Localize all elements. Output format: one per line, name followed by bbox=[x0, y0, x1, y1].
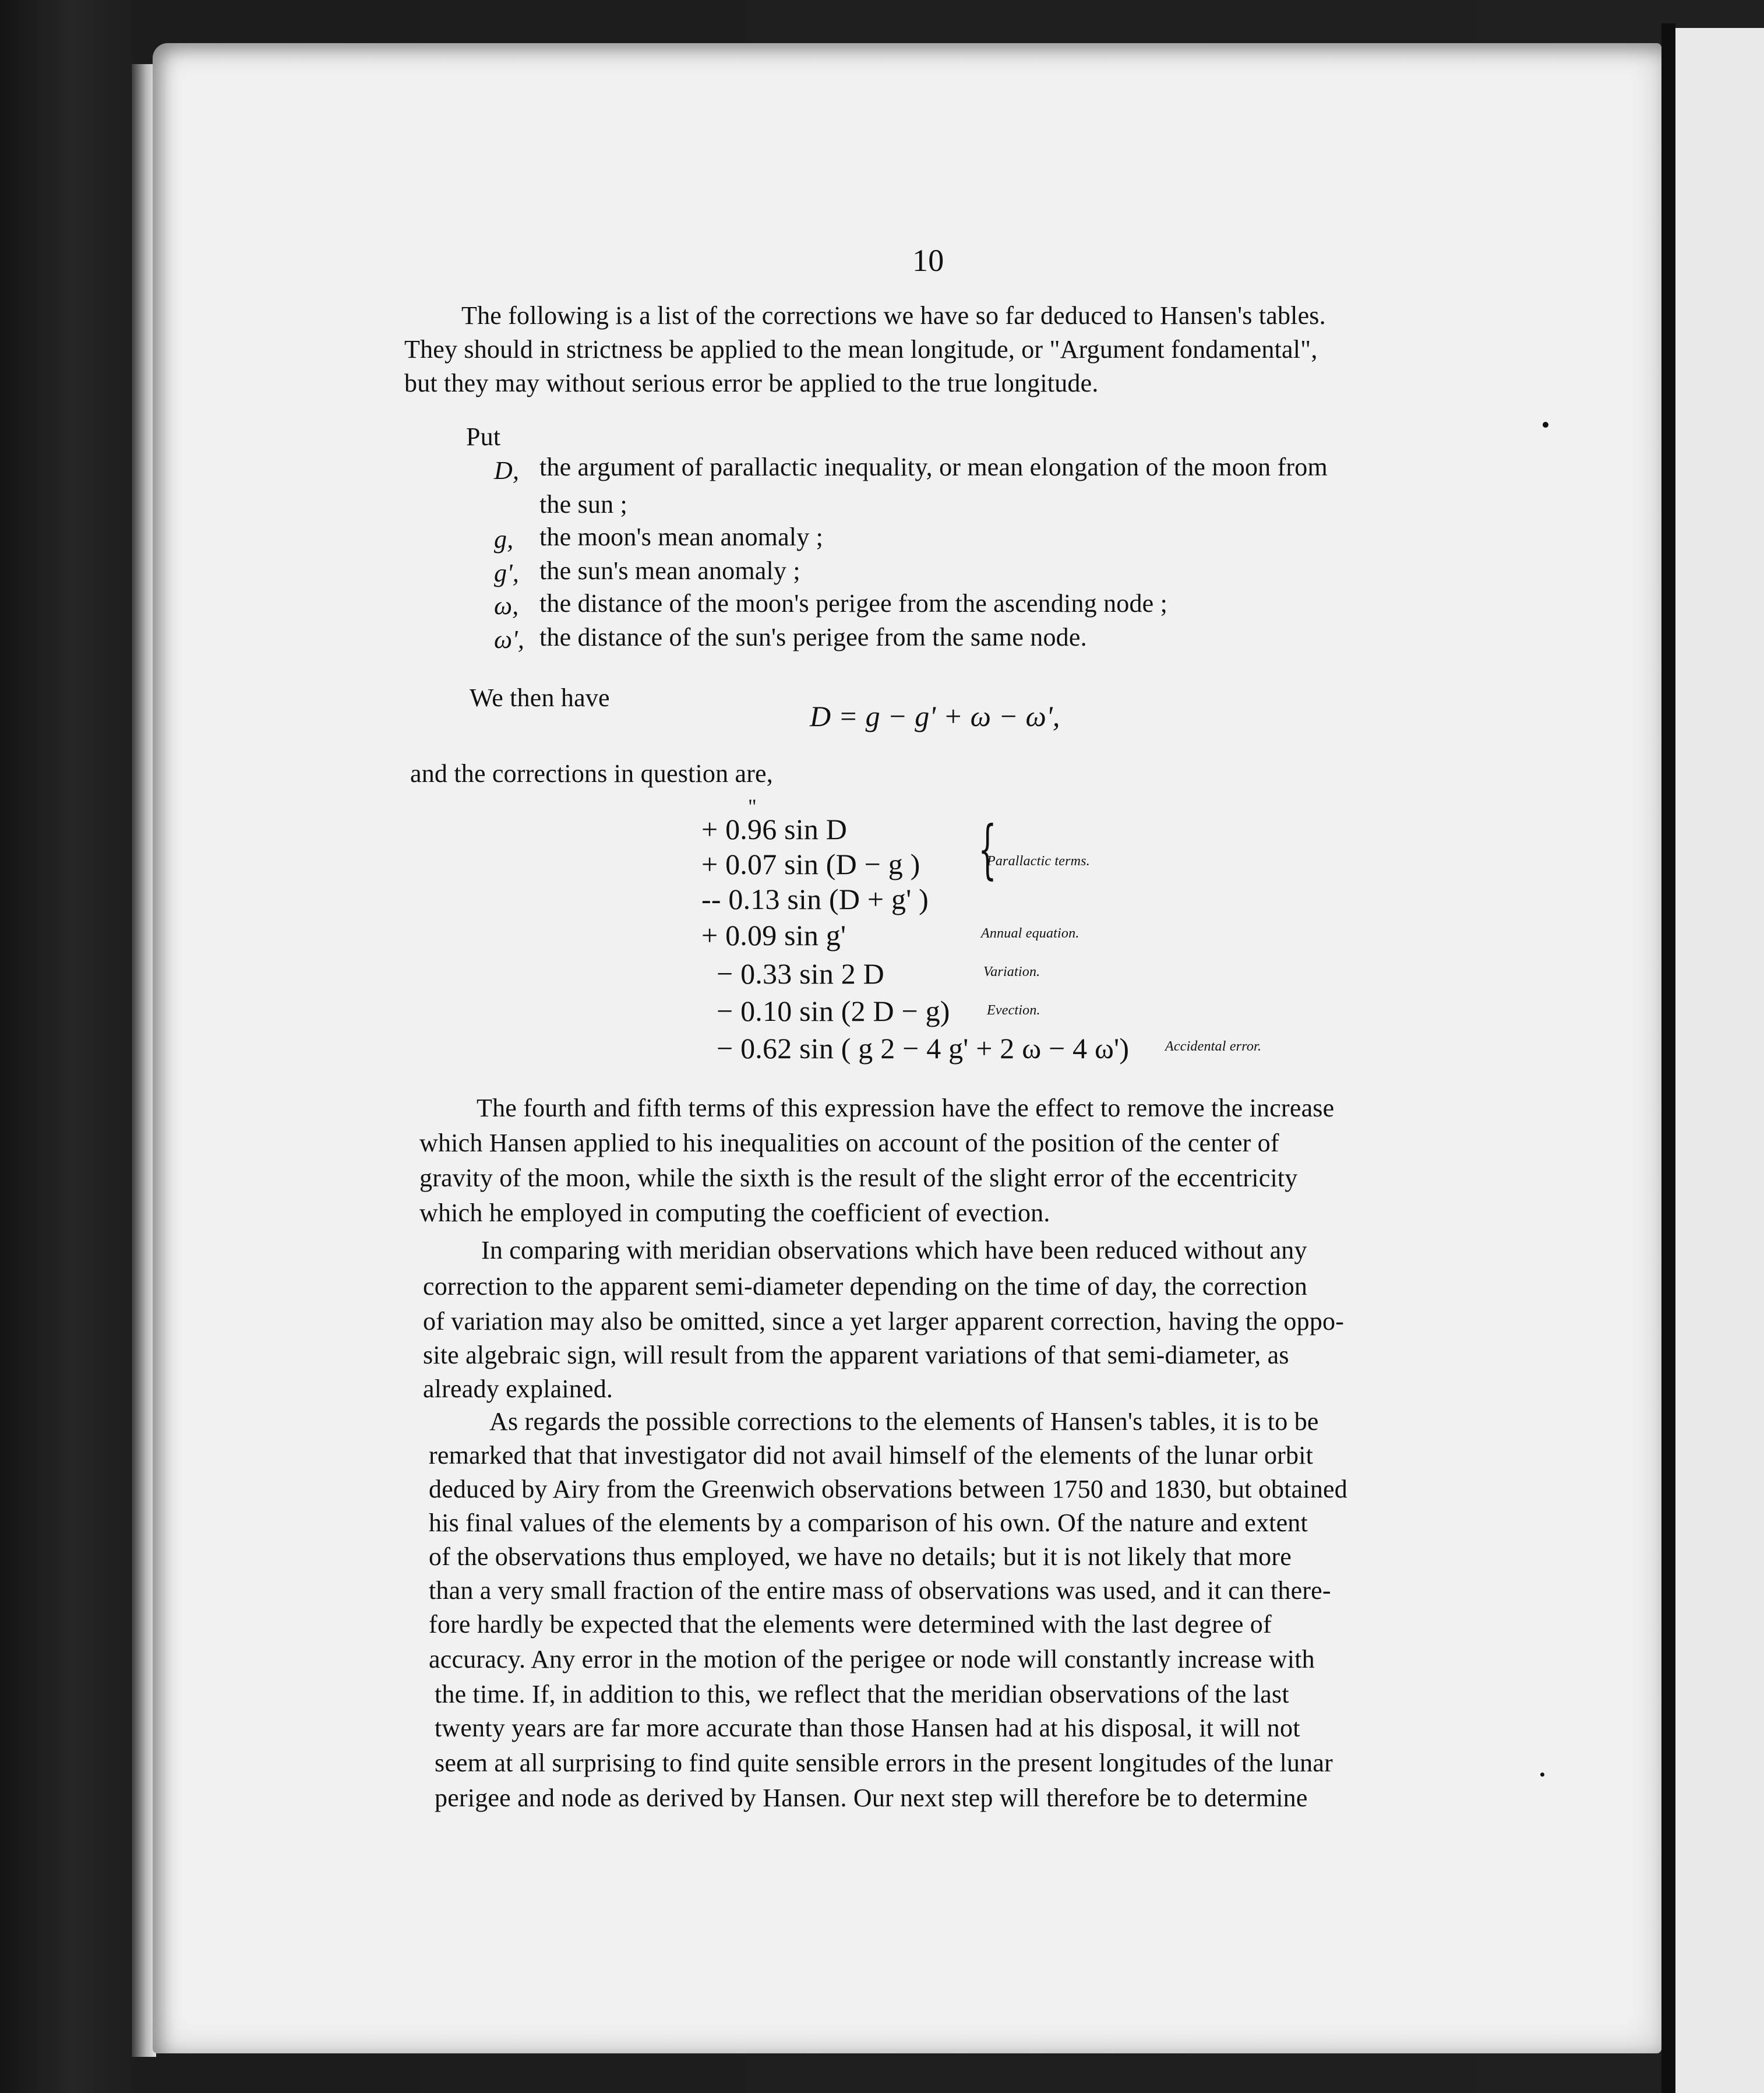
page-number: 10 bbox=[912, 243, 944, 278]
body-line: In comparing with meridian observations which have been reduced without any bbox=[481, 1236, 1307, 1264]
corrections-intro: and the corrections in question are, bbox=[410, 759, 773, 788]
body-line: the time. If, in addition to this, we reflect that the meridian observations of the last bbox=[435, 1680, 1289, 1708]
definition-text: the distance of the moon's perigee from the ascending node ; bbox=[539, 589, 1168, 618]
seconds-mark: " bbox=[748, 795, 757, 818]
correction-term: + 0.96 sin D bbox=[701, 813, 848, 845]
correction-label: Accidental error. bbox=[1165, 1039, 1262, 1054]
definition-symbol: D, bbox=[494, 456, 520, 485]
definition-symbol: ω', bbox=[494, 625, 525, 654]
body-line: site algebraic sign, will result from the apparent variations of that semi-diameter, as bbox=[423, 1341, 1289, 1369]
body-line: gravity of the moon, while the sixth is the result of the slight error of the eccentricity bbox=[419, 1164, 1298, 1192]
body-line: As regards the possible corrections to the elements of Hansen's tables, it is to be bbox=[489, 1407, 1319, 1436]
body-line: twenty years are far more accurate than those Hansen had at his disposal, it will not bbox=[435, 1714, 1300, 1742]
scan-speck bbox=[1540, 1773, 1544, 1777]
facing-page-edge bbox=[1675, 28, 1764, 2093]
body-line: of variation may also be omitted, since a yet larger apparent correction, having the oppo- bbox=[423, 1307, 1345, 1336]
body-line: already explained. bbox=[423, 1375, 613, 1403]
correction-term: − 0.62 sin ( g 2 − 4 g' + 2 ω − 4 ω') bbox=[717, 1032, 1130, 1065]
definition-symbol: g, bbox=[494, 525, 514, 554]
body-line: correction to the apparent semi-diameter depending on the time of day, the correction bbox=[423, 1272, 1308, 1301]
definition-symbol: ω, bbox=[494, 591, 519, 620]
body-line: deduced by Airy from the Greenwich observations between 1750 and 1830, but obtained bbox=[429, 1475, 1347, 1503]
intro-line-3: but they may without serious error be applied to the true longitude. bbox=[404, 369, 1099, 397]
body-line: accuracy. Any error in the motion of the perigee or node will constantly increase with bbox=[429, 1645, 1315, 1673]
body-line: seem at all surprising to find quite sensible errors in the present longitudes of the lunar bbox=[435, 1749, 1333, 1777]
equation: D = g − g' + ω − ω', bbox=[810, 700, 1060, 732]
correction-label: Annual equation. bbox=[981, 926, 1079, 941]
correction-term: + 0.07 sin (D − g ) bbox=[701, 848, 920, 880]
body-line: his final values of the elements by a comparison of his own. Of the nature and extent bbox=[429, 1509, 1308, 1537]
definition-text: the sun ; bbox=[539, 490, 627, 519]
definition-text: the moon's mean anomaly ; bbox=[539, 523, 824, 551]
body-line: of the observations thus employed, we have no details; but it is not likely that more bbox=[429, 1542, 1292, 1571]
scan-speck bbox=[1543, 422, 1548, 428]
body-line: remarked that that investigator did not avail himself of the elements of the lunar orbit bbox=[429, 1441, 1314, 1470]
correction-label: Evection. bbox=[987, 1003, 1040, 1018]
definition-text: the argument of parallactic inequality, or mean elongation of the moon from bbox=[539, 453, 1328, 481]
definition-text: the sun's mean anomaly ; bbox=[539, 556, 800, 585]
body-line: fore hardly be expected that the elements were determined with the last degree of bbox=[429, 1610, 1272, 1639]
put-label: Put bbox=[466, 422, 501, 451]
body-line: The fourth and fifth terms of this expression have the effect to remove the increase bbox=[477, 1094, 1335, 1122]
brace-icon: { bbox=[978, 812, 997, 886]
we-then-have: We then have bbox=[470, 683, 610, 712]
correction-term: + 0.09 sin g' bbox=[701, 919, 846, 952]
definition-symbol: g', bbox=[494, 559, 520, 587]
correction-term: -- 0.13 sin (D + g' ) bbox=[701, 883, 929, 915]
correction-term: − 0.33 sin 2 D bbox=[717, 957, 884, 990]
definition-text: the distance of the sun's perigee from the same node. bbox=[539, 623, 1087, 651]
intro-line-2: They should in strictness be applied to the mean longitude, or "Argument fondamental", bbox=[404, 335, 1318, 364]
parallactic-label: Parallactic terms. bbox=[987, 854, 1090, 869]
body-line: perigee and node as derived by Hansen. Our next step will therefore be to determine bbox=[435, 1784, 1308, 1812]
body-line: which he employed in computing the coefficient of evection. bbox=[419, 1199, 1050, 1227]
book-gutter bbox=[1661, 23, 1675, 2093]
body-line: which Hansen applied to his inequalities on account of the position of the center of bbox=[419, 1129, 1279, 1157]
body-line: than a very small fraction of the entire mass of observations was used, and it can there- bbox=[429, 1576, 1331, 1605]
intro-line-1: The following is a list of the corrections we have so far deduced to Hansen's tables. bbox=[461, 301, 1326, 330]
correction-label: Variation. bbox=[983, 964, 1040, 979]
correction-term: − 0.10 sin (2 D − g) bbox=[717, 995, 950, 1027]
